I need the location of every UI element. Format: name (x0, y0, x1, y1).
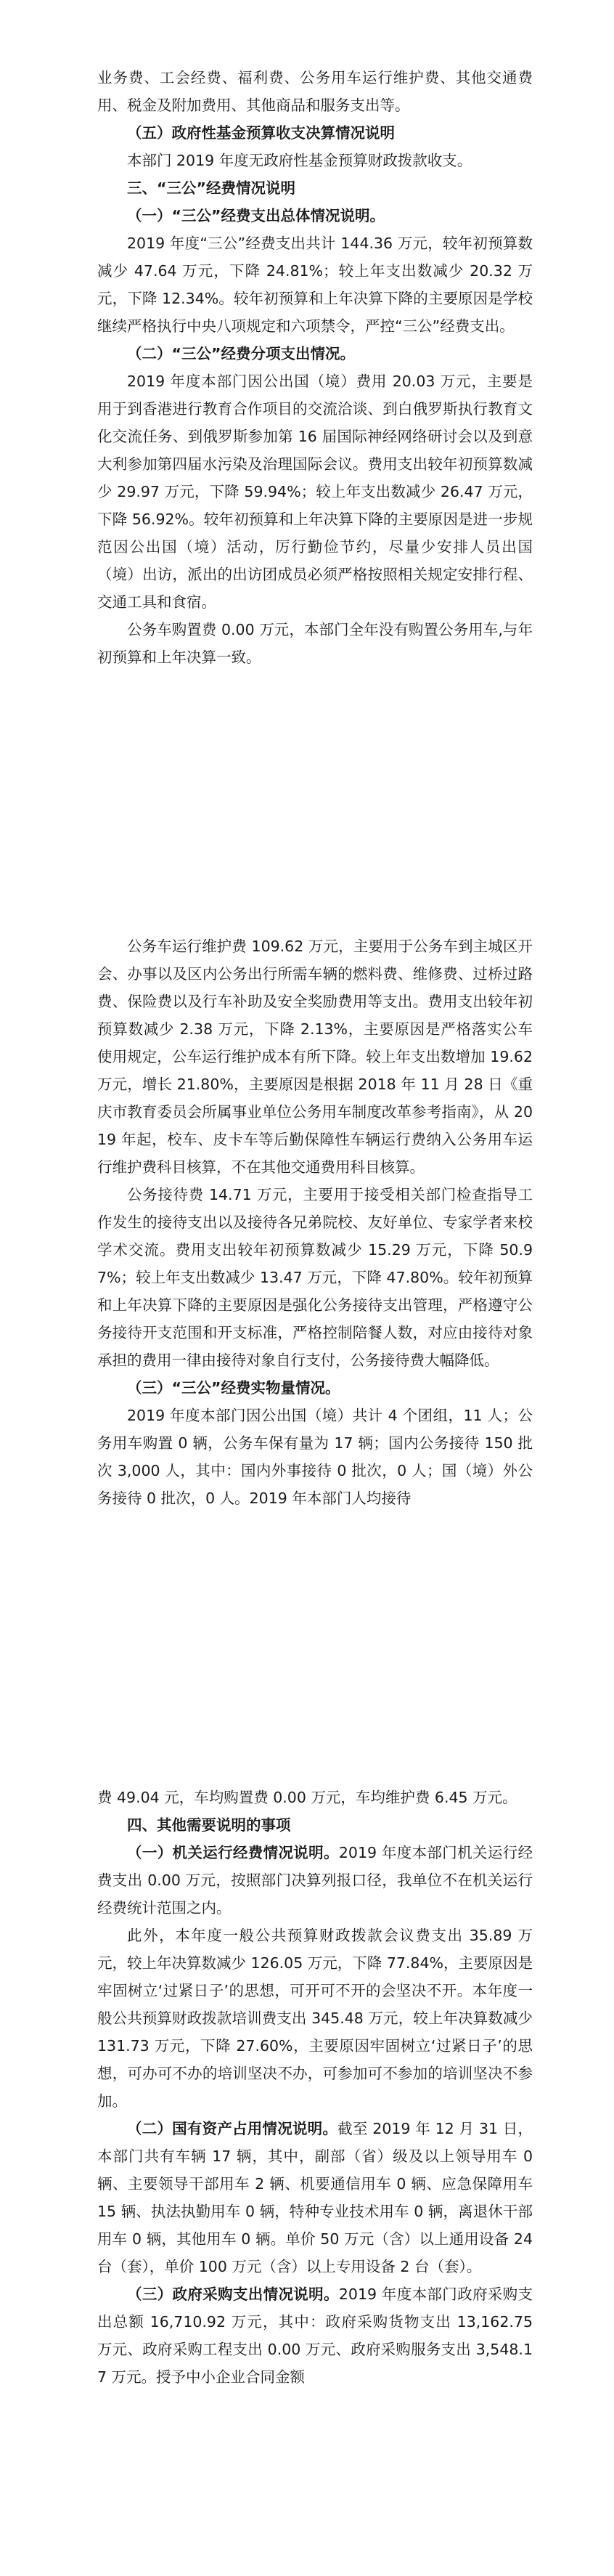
paragraph-vehicle-maintenance: 公务车运行维护费 109.62 万元，主要用于公务车到主城区开会、办事以及区内公务出行所需车辆的燃料费、维修费、过桥过路费、保险费以及行车补助及安全奖励费用等支出。费用支出较年初预算数减少 2.38 万元，下降 2.13%，主要原因是严格落实公车使用规定，公车运行维护成本有所下降。较上年支出数增加 19.62 万元，增长 21.80%，主要原因是根据 2018 年 11 月 28 日《重庆市教育委员会所属事业单位公务用车制度改革参考指南》，从 2019 年起，校车、皮卡车等后勤保障性车辆运行费纳入公务用车运行维护费科目核算，不在其他交通费用科目核算。 (97, 938, 533, 1176)
text-block-1 (97, 64, 533, 671)
paragraph-per-capita: 费 49.04 元，车均购置费 0.00 万元，车均维护费 6.45 万元。 (97, 1789, 517, 1806)
text-agency-operation: 2019 年度本部门机关运行经费支出 0.00 万元，按照部门决算列报口径，我单位不在机关运行经费统计范围之内。 (97, 1844, 533, 1917)
lead-state-assets: （二）国有资产占用情况说明。 (127, 2120, 338, 2137)
text-block-2 (97, 933, 533, 1512)
lead-agency-operation: （一）机关运行经费情况说明。 (127, 1844, 339, 1861)
paragraph-overseas-travel: 2019 年度本部门因公出国（境）费用 20.03 万元，主要是用于到香港进行教育合作项目的交流洽谈、到白俄罗斯执行教育文化交流任务、到俄罗斯参加第 16 届国际神经网络研讨会以及到意大利参加第四届水污染及治理国际会议。费用支出较年初预算数减少 29.97 万元，下降 59.94%；较上年支出数减少 26.47 万元，下降 56.92%。较年初预算和上年决算下降的主要原因是进一步规范因公出国（境）活动，厉行勤俭节约，尽量少安排人员出国（境）出访，派出的出访团成员必须严格按照相关规定安排行程、交通工具和食宿。 (97, 373, 533, 611)
paragraph-vehicle-purchase: 公务车购置费 0.00 万元，本部门全年没有购置公务用车,与年初预算和上年决算一致。 (97, 621, 533, 666)
text-state-assets: 截至 2019 年 12 月 31 日，本部门共有车辆 17 辆，其中，副部（省）级及以上领导用车 0 辆、主要领导干部用车 2 辆、机要通信用车 0 辆、应急保障用车 15 辆、执法执勤用车 0 辆，特种专业技术用车 0 辆，离退休干部用车 0 辆，其他用车 0 辆。单价 50 万元（含）以上通用设备 24 台（套），单价 100 万元（含）以上专用设备 2 台（套）。 (97, 2120, 533, 2275)
heading-government-fund: （五）政府性基金预算收支决算情况说明 (127, 124, 395, 142)
paragraph-expense-items: 业务费、工会经费、福利费、公务用车运行维护费、其他交通费用、税金及附加费用、其他商品和服务支出等。 (97, 69, 533, 114)
paragraph-agency-operation (97, 1839, 533, 1922)
paragraph-physical-quantity: 2019 年度本部门因公出国（境）共计 4 个团组，11 人；公务用车购置 0 辆，公务车保有量为 17 辆；国内公务接待 150 批次 3,000 人，其中：国内外事接待 0 批次，0 人；国（境）外公务接待 0 批次，0 人。2019 年本部门人均接待 (97, 1407, 533, 1507)
text-block-3 (97, 1784, 533, 2391)
paragraph-procurement (97, 2280, 533, 2391)
text-procurement: 2019 年度本部门政府采购支出总额 16,710.92 万元，其中：政府采购货物支出 13,162.75 万元、政府采购工程支出 0.00 万元、政府采购服务支出 3,548.17 万元。授予中小企业合同金额 (97, 2286, 533, 2386)
heading-three-public-itemized: （二）“三公”经费分项支出情况。 (127, 345, 355, 362)
heading-physical-quantity: （三）“三公”经费实物量情况。 (127, 1379, 340, 1397)
paragraph-three-public-overall: 2019 年度“三公”经费支出共计 144.36 万元，较年初预算数减少 47.64 万元，下降 24.81%；较上年支出数减少 20.32 万元，下降 12.34%。较年初预算和上年决算下降的主要原因是学校继续严格执行中央八项规定和六项禁令，严控“三公”经费支出。 (97, 235, 533, 335)
paragraph-government-fund: 本部门 2019 年度无政府性基金预算财政拨款收支。 (127, 152, 472, 169)
paragraph-meetings-training: 此外，本年度一般公共预算财政拨款会议费支出 35.89 万元，较上年决算数减少 126.05 万元，下降 77.84%，主要原因是牢固树立‘过紧日子’的思想，可开可不开的会坚决不开。本年度一般公共预算财政拨款培训费支出 345.48 万元，较上年决算数减少 131.73 万元，下降 27.60%，主要原因牢固树立‘过紧日子’的思想，可办可不办的培训坚决不办，可参加可不参加的培训坚决不参加。 (97, 1927, 533, 2110)
heading-three-public-overall: （一）“三公”经费支出总体情况说明。 (127, 207, 385, 224)
lead-procurement: （三）政府采购支出情况说明。 (127, 2286, 339, 2303)
paragraph-state-assets (97, 2115, 533, 2280)
heading-other-matters: 四、其他需要说明的事项 (127, 1816, 291, 1834)
paragraph-reception: 公务接待费 14.71 万元，主要用于接受相关部门检查指导工作发生的接待支出以及接待各兄弟院校、友好单位、专家学者来校学术交流。费用支出较年初预算数减少 15.29 万元，下降 50.97%；较上年支出数减少 13.47 万元，下降 47.80%。较年初预算和上年决算下降的主要原因是强化公务接待支出管理，严格遵守公务接待开支范围和开支标准，严格控制陪餐人数，对应由接待对象承担的费用一律由接待对象自行支付，公务接待费大幅降低。 (97, 1186, 533, 1369)
heading-three-public: 三、“三公”经费情况说明 (127, 179, 295, 197)
